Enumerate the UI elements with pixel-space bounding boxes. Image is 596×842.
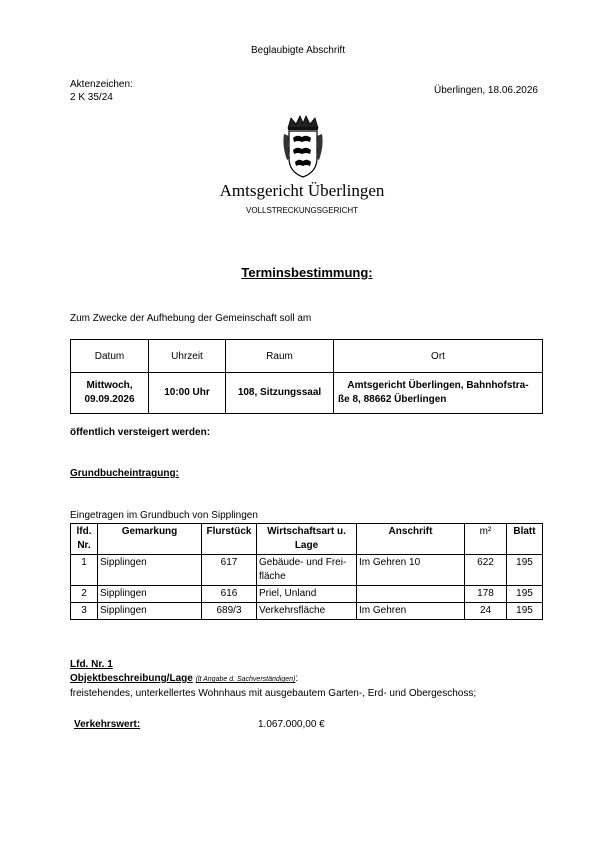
grundbuch-intro: Eingetragen im Grundbuch von Sipplingen	[70, 510, 258, 521]
row-wirtschaftsart-line1: Gebäude- und Frei-	[259, 557, 347, 568]
objekt-label: Objektbeschreibung/Lage	[70, 673, 193, 684]
row-anschrift	[357, 586, 465, 603]
row-blatt: 195	[507, 555, 543, 586]
lfd-heading: Lfd. Nr. 1	[70, 659, 113, 670]
header-m2: m²	[465, 524, 507, 555]
header-anschrift: Anschrift	[357, 524, 465, 555]
row-m2: 24	[465, 603, 507, 620]
aktenzeichen-value: 2 K 35/24	[70, 92, 113, 103]
court-name: Amtsgericht Überlingen	[219, 181, 385, 200]
header-lfd-nr	[71, 524, 98, 555]
appointment-place-line1: Amtsgericht Überlingen, Bahnhofstra-	[347, 380, 529, 391]
header-uhrzeit: Uhrzeit	[149, 340, 226, 373]
grundbuch-table	[70, 523, 543, 620]
grundbuch-heading: Grundbucheintragung:	[70, 468, 179, 479]
baden-wuerttemberg-coat-of-arms-icon	[282, 114, 324, 178]
objekt-note: (lt Angabe d. Sachverständigen)	[195, 676, 296, 683]
row-blatt: 195	[507, 603, 543, 620]
row-flurstueck: 616	[202, 586, 257, 603]
header-wirtschaftsart	[257, 524, 357, 555]
table-row	[71, 586, 543, 603]
header-wirtschaftsart-line2: Lage	[294, 540, 319, 551]
intro-text: Zum Zwecke der Aufhebung der Gemeinschaft soll am	[70, 313, 312, 324]
row-nr: 2	[71, 586, 98, 603]
place-date: Überlingen, 18.06.2026	[434, 85, 538, 96]
row-m2: 178	[465, 586, 507, 603]
appointment-date-line2: 09.09.2026	[84, 394, 135, 405]
header-flurstueck: Flurstück	[202, 524, 257, 555]
appointment-table	[70, 339, 543, 414]
header-nr-line1: lfd.	[76, 526, 92, 537]
row-wirtschaftsart-line2: fläche	[259, 571, 286, 582]
appointment-date	[71, 373, 149, 414]
objekt-colon: :	[295, 673, 299, 684]
row-anschrift: Im Gehren	[357, 603, 465, 620]
appointment-date-line1: Mittwoch,	[86, 380, 133, 391]
row-anschrift: Im Gehren 10	[357, 555, 465, 586]
header-datum: Datum	[71, 340, 149, 373]
appointment-header-row	[71, 340, 543, 373]
page-title: Terminsbestimmung:	[241, 265, 373, 280]
row-gemarkung: Sipplingen	[98, 555, 202, 586]
row-nr: 3	[71, 603, 98, 620]
header-gemarkung: Gemarkung	[98, 524, 202, 555]
appointment-place-line2: ße 8, 88662 Überlingen	[338, 394, 447, 405]
header-raum: Raum	[226, 340, 334, 373]
auction-text: öffentlich versteigert werden:	[70, 427, 211, 438]
appointment-place	[334, 373, 543, 414]
row-wirtschaftsart: Priel, Unland	[257, 586, 357, 603]
grundbuch-header-row	[71, 524, 543, 555]
row-gemarkung: Sipplingen	[98, 603, 202, 620]
copy-label: Beglaubigte Abschrift	[251, 45, 345, 56]
row-blatt: 195	[507, 586, 543, 603]
objekt-line	[70, 673, 298, 684]
appointment-time: 10:00 Uhr	[149, 373, 226, 414]
row-wirtschaftsart	[257, 555, 357, 586]
header-wirtschaftsart-line1: Wirtschaftsart u.	[267, 526, 346, 537]
objekt-description: freistehendes, unterkellertes Wohnhaus mit ausgebautem Garten-, Erd- und Obergeschoss;	[70, 688, 477, 699]
aktenzeichen-block	[70, 78, 133, 104]
header-blatt: Blatt	[507, 524, 543, 555]
row-m2: 622	[465, 555, 507, 586]
table-row	[71, 603, 543, 620]
aktenzeichen-label: Aktenzeichen:	[70, 79, 133, 90]
header-nr-line2: Nr.	[77, 540, 91, 551]
header-ort: Ort	[334, 340, 543, 373]
row-gemarkung: Sipplingen	[98, 586, 202, 603]
verkehrswert-label: Verkehrswert:	[74, 719, 141, 730]
appointment-room: 108, Sitzungssaal	[226, 373, 334, 414]
row-wirtschaftsart: Verkehrsfläche	[257, 603, 357, 620]
row-nr: 1	[71, 555, 98, 586]
verkehrswert-value: 1.067.000,00 €	[258, 719, 325, 730]
table-row	[71, 555, 543, 586]
row-flurstueck: 689/3	[202, 603, 257, 620]
row-flurstueck: 617	[202, 555, 257, 586]
appointment-value-row	[71, 373, 543, 414]
court-subtitle: VOLLSTRECKUNGSGERICHT	[245, 206, 359, 215]
